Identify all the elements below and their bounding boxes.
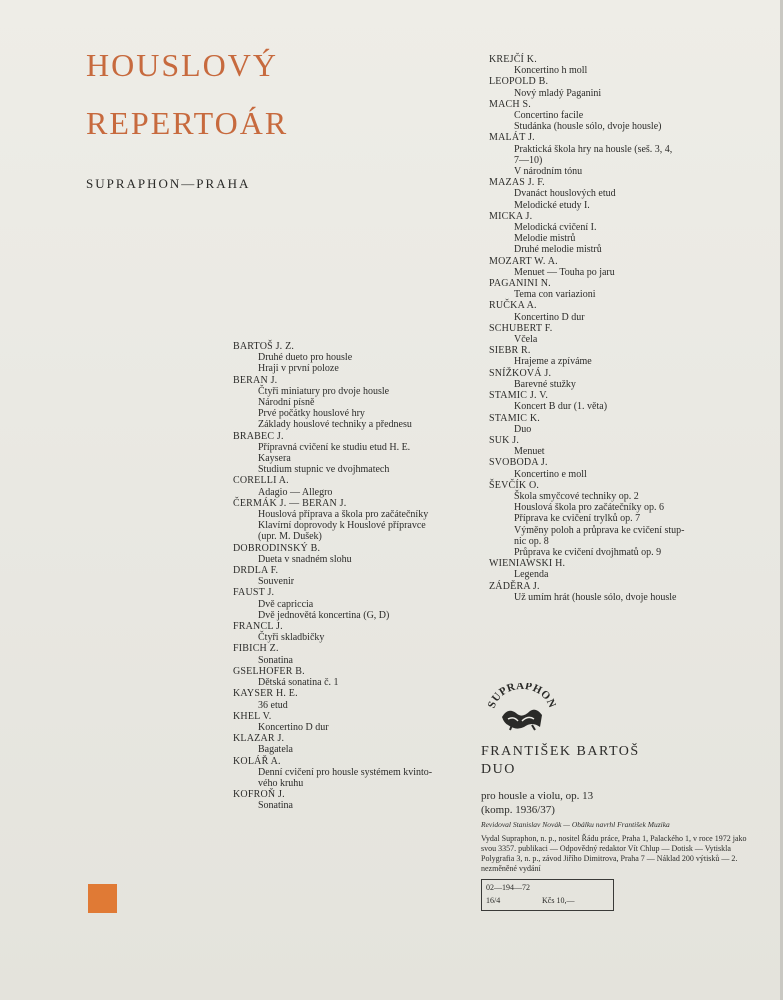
composer-name: FAUST J.	[233, 587, 275, 599]
supraphon-logo	[488, 683, 556, 733]
work-title: Druhé melodie mistrů	[514, 244, 602, 256]
work-title: Dvanáct houslových etud	[514, 188, 616, 200]
composer-name: STAMIC J. V.	[489, 390, 549, 402]
work-title: Příprava ke cvičení trylků op. 7	[514, 513, 641, 525]
work-title: Včela	[514, 334, 538, 346]
work-title: Dvě capriccia	[258, 598, 314, 610]
work-title: vého kruhu	[258, 777, 304, 789]
composer-name: WIENIAWSKI H.	[489, 558, 566, 570]
composer-name: DRDLA F.	[233, 565, 279, 577]
work-title: Výměny poloh a průprava ke cvičení stup-	[514, 524, 685, 536]
composer-name: GSELHOFER B.	[233, 665, 305, 677]
composer-name: CORELLI A.	[233, 475, 289, 487]
work-title: Sonatina	[258, 800, 293, 812]
composer-name: MALÁT J.	[489, 132, 535, 144]
work-title: Už umím hrát (housle sólo, dvoje housle	[514, 591, 677, 603]
work-title: Škola smyčcové techniky op. 2	[514, 490, 639, 502]
composer-name: LEOPOLD B.	[489, 76, 549, 88]
work-title: Melodická cvičení I.	[514, 222, 597, 234]
composer-name: FRANCL J.	[233, 621, 283, 633]
work-title: (upr. M. Dušek)	[258, 531, 322, 543]
work-title: Koncertino D dur	[514, 311, 585, 323]
work-title: Duo	[514, 423, 532, 435]
composer-name: KOLÁŘ A.	[233, 755, 281, 767]
composer-name: BERAN J.	[233, 374, 278, 386]
composer-name: FIBICH Z.	[233, 643, 279, 655]
edition-title: DUO	[481, 762, 516, 777]
edition-imprint: Vydal Supraphon, n. p., nositel Řádu práce, Praha 1, Palackého 1, v roce 1972 jako svou 3357. publikaci — Odpovědný redaktor Vít Chlup — Dotisk — Vytiskla Polygrafia 3, n. p., závod Jiřího Dimitrova, Praha 7 — Náklad 200 výtisků — 2. nezměněné vydání	[481, 834, 747, 873]
composer-name: SIEBR R.	[489, 345, 531, 357]
work-title: Souvenir	[258, 576, 295, 588]
work-title: Tema con variazioni	[514, 289, 596, 301]
work-title: Denní cvičení pro housle systémem kvinto-	[258, 766, 433, 778]
work-title: Druhé dueto pro housle	[258, 352, 353, 364]
work-title: Dueta v snadném slohu	[258, 553, 352, 565]
work-title: Houslová příprava a škola pro začátečníky	[258, 509, 429, 521]
work-title: Základy houslové techniky a přednesu	[258, 419, 412, 431]
work-title: Koncertino h moll	[514, 65, 588, 77]
work-title: Dvě jednovětá koncertina (G, D)	[258, 609, 390, 621]
work-title: Čtyři miniatury pro dvoje housle	[258, 385, 390, 397]
composer-name: KLAZAR J.	[233, 733, 285, 745]
work-title: Čtyři skladbičky	[258, 632, 325, 644]
work-title: Průprava ke cvičení dvojhmatů op. 9	[514, 546, 662, 558]
catalog-column-left	[233, 341, 458, 812]
price-label: Kčs 10,—	[542, 896, 575, 905]
work-title: Legenda	[514, 569, 549, 581]
work-title: Menuet — Touha po jaru	[514, 266, 615, 278]
work-title: Studium stupnic ve dvojhmatech	[258, 464, 390, 476]
composer-name: ČERMÁK J. — BERAN J.	[233, 497, 347, 509]
work-title: Národní písně	[258, 397, 315, 409]
work-title: V národním tónu	[514, 166, 583, 178]
work-title: Adagio — Allegro	[258, 486, 333, 498]
composer-name: MAZAS J. F.	[489, 177, 545, 189]
work-title: Praktická škola hry na housle (seš. 3, 4,	[514, 143, 673, 155]
composer-name: KAYSER H. E.	[233, 688, 298, 700]
work-title: Houslová škola pro začátečníky op. 6	[514, 502, 664, 514]
composer-name: SNÍŽKOVÁ J.	[489, 367, 552, 379]
work-title: Studánka (housle sólo, dvoje housle)	[514, 121, 662, 133]
edition-composer: FRANTIŠEK BARTOŠ	[481, 744, 640, 759]
work-title: Concertino facile	[514, 110, 584, 122]
work-title: Prvé počátky houslové hry	[258, 408, 365, 420]
edition-info	[481, 744, 751, 874]
composer-name: ZÁDĚRA J.	[489, 580, 540, 592]
composer-name: BRABEC J.	[233, 430, 284, 442]
composer-name: KREJČÍ K.	[489, 54, 537, 65]
price-box	[481, 879, 614, 911]
publisher-line: SUPRAPHON—PRAHA	[86, 176, 251, 191]
work-title: Melodie mistrů	[514, 233, 576, 245]
composer-name: MICKA J.	[489, 210, 533, 222]
catalog-class: 16/4	[486, 896, 501, 905]
composer-name: KHEL V.	[233, 710, 272, 722]
supraphon-logo-icon	[488, 683, 556, 733]
composer-name: SVOBODA J.	[489, 457, 548, 469]
composer-name: DOBRODINSKÝ B.	[233, 542, 321, 554]
work-title: Menuet	[514, 446, 545, 458]
composer-name: STAMIC K.	[489, 412, 541, 424]
composer-name: SCHUBERT F.	[489, 322, 553, 334]
work-title: Koncertino e moll	[514, 468, 587, 480]
orange-square-mark	[88, 884, 117, 913]
work-title: nic op. 8	[514, 535, 549, 547]
work-title: 36 etud	[258, 699, 288, 711]
svg-text:SUPRAPHON	[488, 683, 556, 710]
edition-subtitle: pro housle a violu, op. 13	[481, 790, 594, 802]
work-title: Sonatina	[258, 654, 293, 666]
work-title: Melodické etudy I.	[514, 199, 590, 211]
work-title: Barevné stužky	[514, 378, 576, 390]
work-title: Hrajeme a zpíváme	[514, 356, 592, 368]
title-line-2: REPERTOÁR	[86, 105, 289, 141]
title-line-1: HOUSLOVÝ	[86, 47, 278, 83]
composer-name: BARTOŠ J. Z.	[233, 341, 295, 352]
composer-name: MACH S.	[489, 98, 531, 110]
catalog-code: 02—194—72	[486, 883, 530, 892]
work-title: Koncertino D dur	[258, 721, 329, 733]
edition-credits: Revidoval Stanislav Novák — Obálku navrhl František Muzika	[481, 820, 670, 829]
composer-name: SUK J.	[489, 434, 520, 446]
work-title: 7—10)	[514, 154, 543, 166]
composer-name: PAGANINI N.	[489, 278, 551, 290]
composer-name: MOZART W. A.	[489, 255, 558, 267]
edition-year: (komp. 1936/37)	[481, 804, 555, 816]
composer-name: KOFROŇ J.	[233, 789, 285, 801]
work-title: Koncert B dur (1. věta)	[514, 401, 608, 413]
work-title: Bagatela	[258, 744, 293, 756]
work-title: Nový mladý Paganini	[514, 87, 602, 99]
work-title: Klavírní doprovody k Houslové přípravce	[258, 520, 426, 532]
logo-text: UPRAPHO	[489, 683, 554, 705]
work-title: Přípravná cvičení ke studiu etud H. E.	[258, 441, 411, 453]
composer-name: ŠEVČÍK O.	[489, 479, 540, 491]
composer-name: RUČKA A.	[489, 300, 537, 312]
work-title: Kaysera	[258, 453, 291, 465]
work-title: Dětská sonatina č. 1	[258, 677, 339, 689]
work-title: Hraji v první poloze	[258, 363, 339, 375]
catalog-column-right	[489, 54, 704, 603]
